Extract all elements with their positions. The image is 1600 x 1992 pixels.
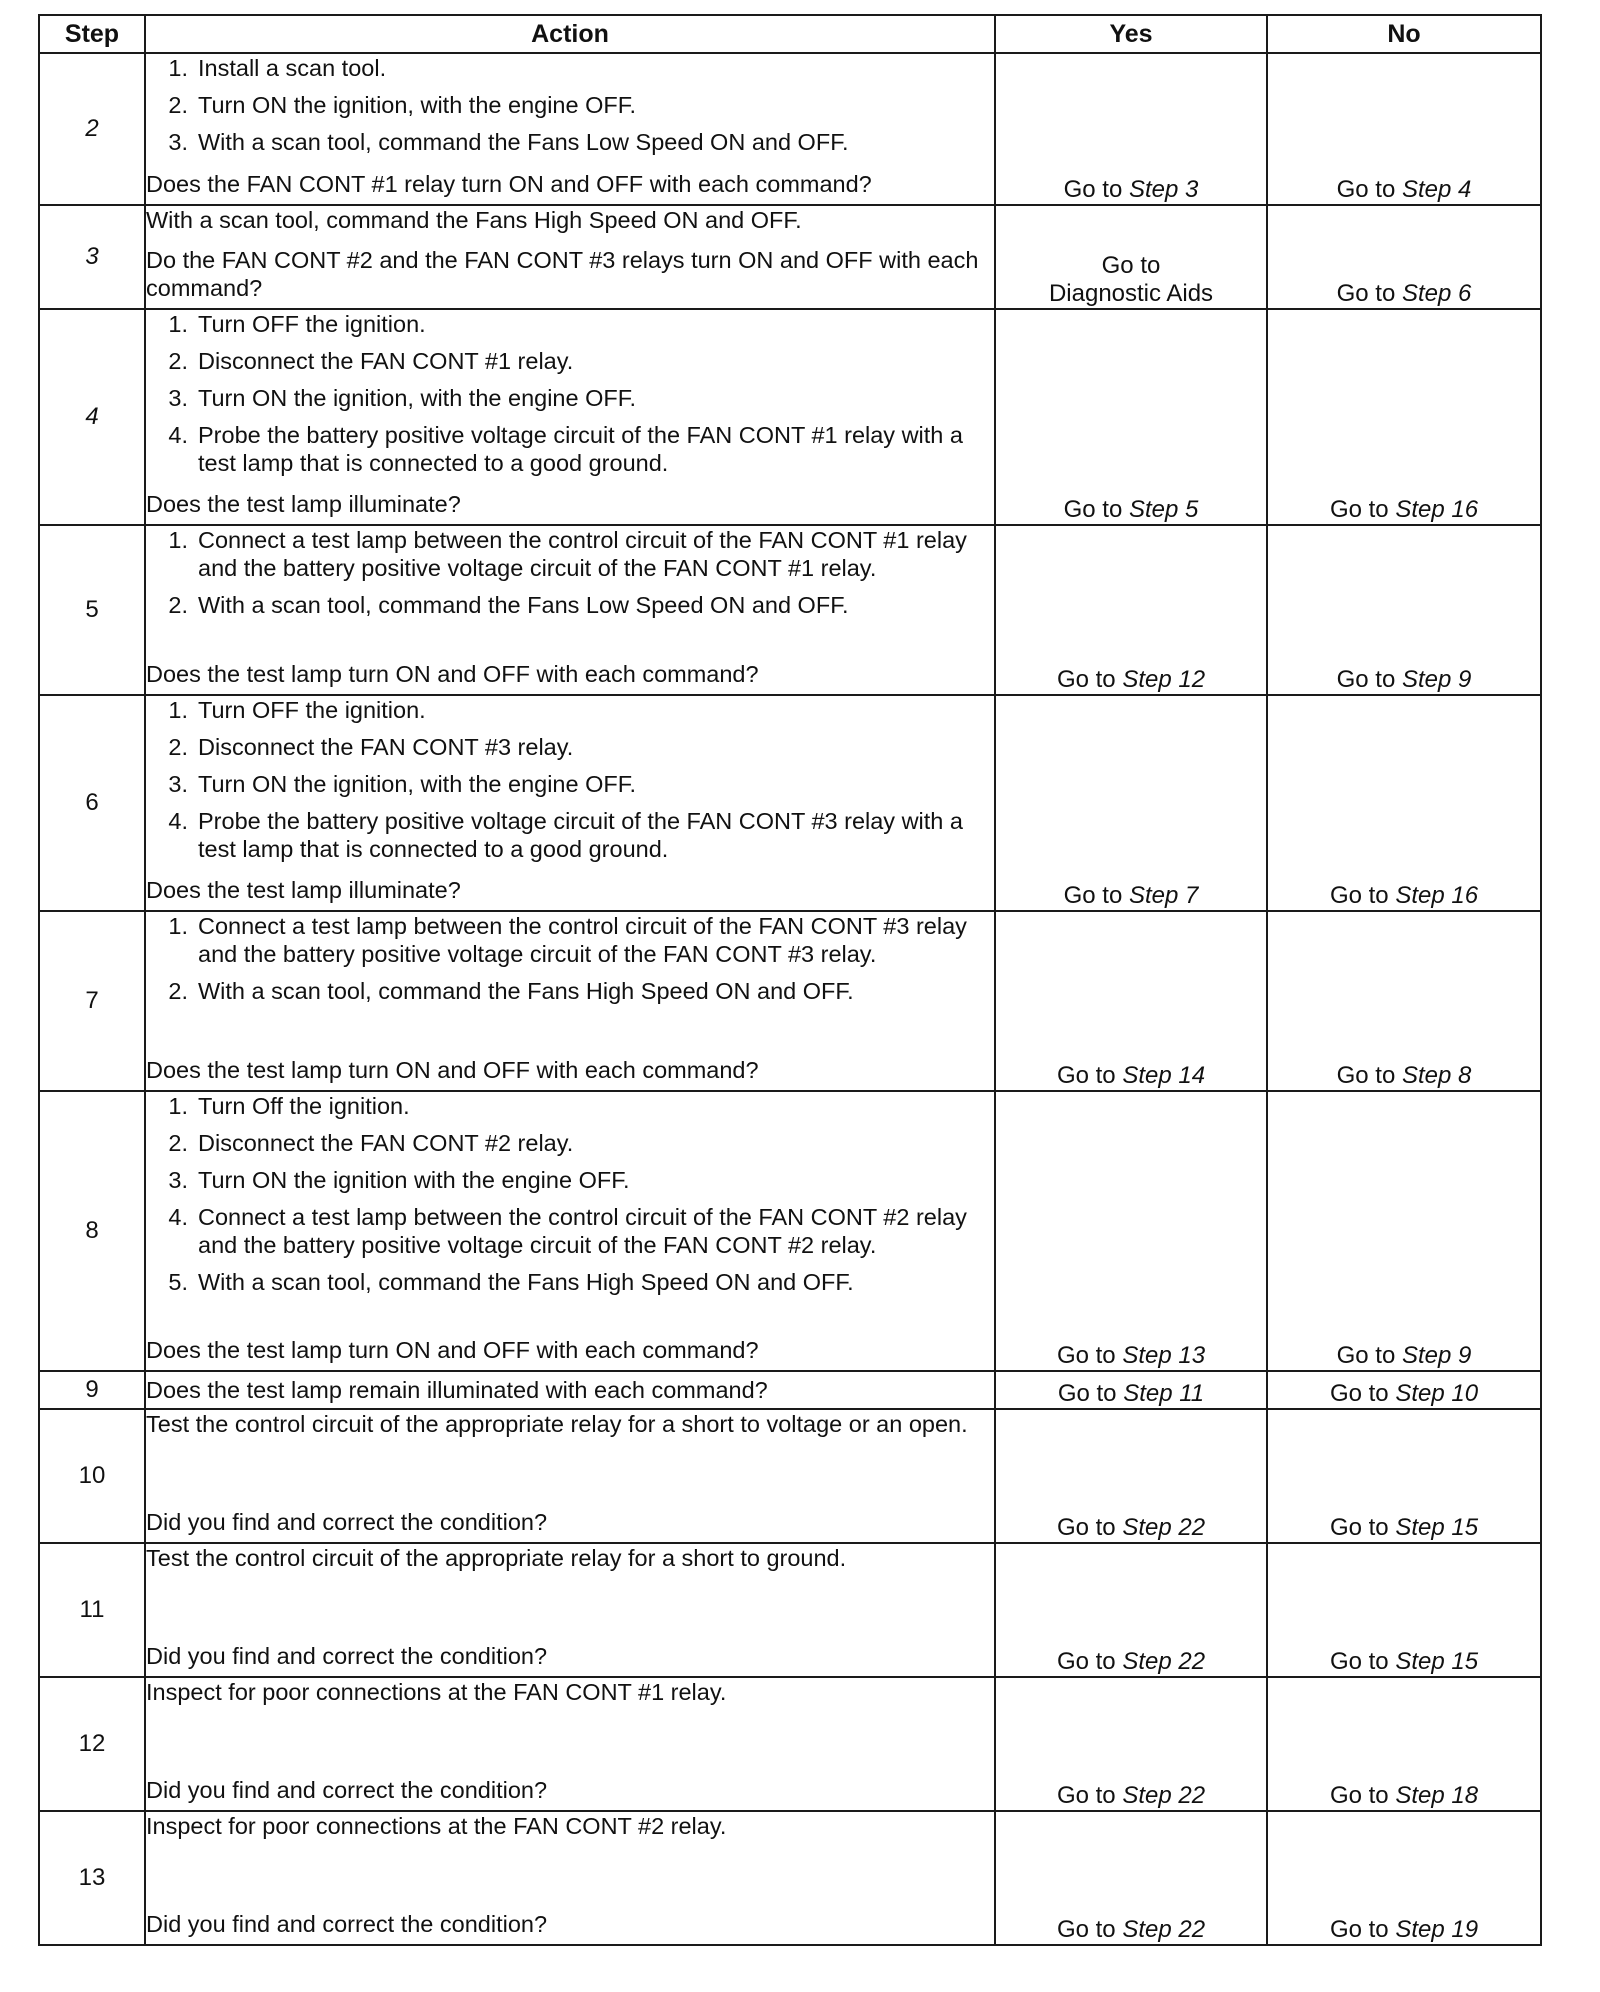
step-number: 9	[39, 1371, 145, 1409]
yes-goto-target: Step 22	[1122, 1916, 1206, 1943]
list-item-number: 4.	[168, 1204, 188, 1230]
action-list-item	[146, 1203, 994, 1259]
action-list-item	[146, 770, 994, 798]
action-question: Does the test lamp turn ON and OFF with each command?	[146, 1057, 759, 1083]
action-list-item	[146, 1268, 994, 1296]
yes-result	[995, 1543, 1267, 1677]
action-content	[146, 310, 994, 518]
no-result	[1267, 1543, 1541, 1677]
list-item-number: 1.	[168, 527, 188, 553]
header-no: No	[1267, 15, 1541, 53]
header-action: Action	[145, 15, 995, 53]
action-question: Did you find and correct the condition?	[146, 1643, 548, 1669]
action-list-item	[146, 591, 994, 619]
action-list-item	[146, 128, 994, 156]
action-question: Does the test lamp illuminate?	[146, 877, 461, 903]
action-cell	[145, 1677, 995, 1811]
table-row	[39, 1543, 1541, 1677]
action-list-item	[146, 977, 994, 1005]
list-item-text: With a scan tool, command the Fans Low Speed ON and OFF.	[198, 129, 849, 155]
action-list-item	[146, 733, 994, 761]
no-goto-prefix: Go to	[1329, 1782, 1389, 1809]
yes-goto-prefix: Go to	[1063, 176, 1123, 203]
yes-result	[995, 1371, 1267, 1409]
list-item-text: Disconnect the FAN CONT #1 relay.	[198, 348, 574, 374]
step-number: 3	[39, 205, 145, 309]
action-list-item	[146, 1166, 994, 1194]
action-instructions	[146, 54, 994, 165]
action-text: Inspect for poor connections at the FAN CONT #2 relay.	[146, 1813, 727, 1839]
no-goto-prefix: Go to	[1329, 496, 1389, 523]
action-cell	[145, 309, 995, 525]
yes-result	[995, 309, 1267, 525]
action-question: Does the test lamp remain illuminated with each command?	[146, 1377, 768, 1403]
list-item-text: With a scan tool, command the Fans High Speed ON and OFF.	[198, 1269, 854, 1295]
action-question: Did you find and correct the condition?	[146, 1911, 548, 1937]
list-item-text: Turn ON the ignition with the engine OFF.	[198, 1167, 630, 1193]
yes-result	[995, 205, 1267, 309]
action-instructions	[146, 526, 994, 628]
list-item-text: Connect a test lamp between the control circuit of the FAN CONT #1 relay and the battery positive voltage circuit of the FAN CONT #1 relay.	[198, 527, 967, 581]
action-cell	[145, 53, 995, 205]
yes-goto-target: Step 13	[1122, 1342, 1206, 1369]
action-content	[146, 1410, 994, 1536]
action-list-item	[146, 1092, 994, 1120]
list-item-number: 3.	[168, 129, 188, 155]
action-cell	[145, 1091, 995, 1371]
yes-result	[995, 53, 1267, 205]
action-question: Does the FAN CONT #1 relay turn ON and OFF with each command?	[146, 171, 872, 197]
yes-goto-target: Step 14	[1122, 1062, 1206, 1089]
yes-goto-prefix: Go to	[1056, 1062, 1116, 1089]
action-list-item	[146, 91, 994, 119]
no-goto-prefix: Go to	[1336, 176, 1396, 203]
action-cell	[145, 1409, 995, 1543]
yes-goto-prefix: Go to	[1063, 496, 1123, 523]
list-item-text: Install a scan tool.	[198, 55, 387, 81]
table-row	[39, 695, 1541, 911]
yes-goto-prefix: Go to	[1063, 882, 1123, 909]
no-result	[1267, 1677, 1541, 1811]
action-list-item	[146, 310, 994, 338]
action-question: Does the test lamp turn ON and OFF with each command?	[146, 661, 759, 687]
list-item-text: Turn OFF the ignition.	[198, 311, 426, 337]
no-goto-target: Step 9	[1401, 666, 1472, 693]
yes-goto-prefix: Go to	[1057, 1380, 1117, 1407]
no-result	[1267, 1091, 1541, 1371]
yes-goto-prefix: Go to	[1101, 252, 1161, 279]
yes-result	[995, 525, 1267, 695]
no-goto-prefix: Go to	[1329, 1380, 1389, 1407]
action-text: Inspect for poor connections at the FAN CONT #1 relay.	[146, 1679, 727, 1705]
action-content	[146, 526, 994, 688]
action-content	[146, 1092, 994, 1364]
table-row	[39, 911, 1541, 1091]
yes-goto-target: Step 7	[1128, 882, 1199, 909]
action-content	[146, 1372, 994, 1402]
yes-result	[995, 911, 1267, 1091]
no-goto-target: Step 10	[1395, 1380, 1479, 1407]
no-result	[1267, 695, 1541, 911]
no-goto-target: Step 19	[1395, 1916, 1479, 1943]
action-question: Does the test lamp turn ON and OFF with each command?	[146, 1337, 759, 1363]
step-number: 8	[39, 1091, 145, 1371]
list-item-text: Turn ON the ignition, with the engine OFF.	[198, 92, 637, 118]
yes-goto-prefix: Go to	[1056, 1782, 1116, 1809]
diagnostic-table	[38, 14, 1542, 1946]
list-item-number: 2.	[168, 734, 188, 760]
yes-result	[995, 1677, 1267, 1811]
yes-goto-prefix: Go to	[1056, 1648, 1116, 1675]
yes-result	[995, 1091, 1267, 1371]
yes-goto-prefix: Go to	[1056, 666, 1116, 693]
no-goto-prefix: Go to	[1329, 1648, 1389, 1675]
no-goto-target: Step 18	[1395, 1782, 1479, 1809]
no-result	[1267, 1811, 1541, 1945]
list-item-number: 3.	[168, 771, 188, 797]
action-question: Do the FAN CONT #2 and the FAN CONT #3 relays turn ON and OFF with each command?	[146, 247, 979, 301]
table-row	[39, 1371, 1541, 1409]
yes-goto-target: Step 22	[1122, 1514, 1206, 1541]
action-list-item	[146, 526, 994, 582]
table-row	[39, 53, 1541, 205]
step-number: 6	[39, 695, 145, 911]
table-body	[39, 53, 1541, 1945]
list-item-number: 3.	[168, 1167, 188, 1193]
table-header	[39, 15, 1541, 53]
header-step: Step	[39, 15, 145, 53]
table-row	[39, 1811, 1541, 1945]
action-text: Test the control circuit of the appropriate relay for a short to ground.	[146, 1545, 847, 1571]
yes-goto-prefix: Go to	[1056, 1342, 1116, 1369]
list-item-text: Turn OFF the ignition.	[198, 697, 426, 723]
list-item-number: 2.	[168, 348, 188, 374]
list-item-number: 1.	[168, 55, 188, 81]
no-result	[1267, 525, 1541, 695]
list-item-text: Turn ON the ignition, with the engine OFF.	[198, 385, 637, 411]
list-item-text: Probe the battery positive voltage circuit of the FAN CONT #1 relay with a test lamp that is connected to a good ground.	[198, 422, 963, 476]
list-item-number: 2.	[168, 978, 188, 1004]
list-item-number: 4.	[168, 422, 188, 448]
no-goto-prefix: Go to	[1336, 280, 1396, 307]
action-question: Does the test lamp illuminate?	[146, 491, 461, 517]
action-content	[146, 54, 994, 198]
action-instructions	[146, 310, 994, 486]
action-instructions	[146, 1678, 994, 1712]
action-cell	[145, 1371, 995, 1409]
yes-goto-prefix: Go to	[1056, 1514, 1116, 1541]
action-cell	[145, 1811, 995, 1945]
list-item-text: Turn Off the ignition.	[198, 1093, 410, 1119]
list-item-text: Disconnect the FAN CONT #2 relay.	[198, 1130, 574, 1156]
list-item-number: 2.	[168, 92, 188, 118]
yes-goto-target: Diagnostic Aids	[1048, 280, 1214, 307]
no-goto-target: Step 16	[1395, 882, 1479, 909]
list-item-text: Connect a test lamp between the control circuit of the FAN CONT #3 relay and the battery positive voltage circuit of the FAN CONT #3 relay.	[198, 913, 967, 967]
action-list-item	[146, 1129, 994, 1157]
no-result	[1267, 1371, 1541, 1409]
step-number: 5	[39, 525, 145, 695]
action-list-item	[146, 696, 994, 724]
action-instructions	[146, 696, 994, 872]
header-yes: Yes	[995, 15, 1267, 53]
step-number: 2	[39, 53, 145, 205]
list-item-text: Connect a test lamp between the control circuit of the FAN CONT #2 relay and the battery positive voltage circuit of the FAN CONT #2 relay.	[198, 1204, 967, 1258]
no-goto-target: Step 9	[1401, 1342, 1472, 1369]
yes-goto-target: Step 12	[1122, 666, 1206, 693]
table-row	[39, 525, 1541, 695]
list-item-text: Turn ON the ignition, with the engine OFF.	[198, 771, 637, 797]
step-number: 13	[39, 1811, 145, 1945]
no-goto-target: Step 15	[1395, 1648, 1479, 1675]
no-goto-prefix: Go to	[1329, 1514, 1389, 1541]
action-cell	[145, 1543, 995, 1677]
list-item-number: 1.	[168, 697, 188, 723]
table-row	[39, 205, 1541, 309]
yes-goto-target: Step 3	[1128, 176, 1199, 203]
list-item-number: 4.	[168, 808, 188, 834]
header-row	[39, 15, 1541, 53]
list-item-number: 1.	[168, 311, 188, 337]
action-instructions	[146, 1410, 994, 1444]
action-list-item	[146, 807, 994, 863]
action-question: Did you find and correct the condition?	[146, 1509, 548, 1535]
list-item-number: 3.	[168, 385, 188, 411]
list-item-number: 5.	[168, 1269, 188, 1295]
action-content	[146, 1812, 994, 1938]
no-goto-prefix: Go to	[1329, 882, 1389, 909]
action-cell	[145, 205, 995, 309]
no-goto-prefix: Go to	[1329, 1916, 1389, 1943]
yes-goto-target: Step 5	[1128, 496, 1199, 523]
action-list-item	[146, 347, 994, 375]
no-goto-target: Step 4	[1401, 176, 1472, 203]
action-instructions	[146, 1812, 994, 1846]
action-content	[146, 912, 994, 1084]
action-instructions	[146, 206, 994, 240]
list-item-text: With a scan tool, command the Fans Low Speed ON and OFF.	[198, 592, 849, 618]
action-list-item	[146, 54, 994, 82]
list-item-text: Probe the battery positive voltage circuit of the FAN CONT #3 relay with a test lamp that is connected to a good ground.	[198, 808, 963, 862]
no-goto-target: Step 6	[1401, 280, 1472, 307]
no-goto-target: Step 15	[1395, 1514, 1479, 1541]
list-item-number: 1.	[168, 913, 188, 939]
yes-goto-prefix: Go to	[1056, 1916, 1116, 1943]
yes-goto-target: Step 22	[1122, 1648, 1206, 1675]
action-content	[146, 206, 994, 302]
no-goto-prefix: Go to	[1336, 1062, 1396, 1089]
yes-goto-target: Step 11	[1123, 1380, 1205, 1407]
action-instructions	[146, 1092, 994, 1305]
no-goto-target: Step 8	[1401, 1062, 1472, 1089]
no-result	[1267, 309, 1541, 525]
action-content	[146, 696, 994, 904]
no-result	[1267, 911, 1541, 1091]
yes-result	[995, 695, 1267, 911]
action-instructions	[146, 1544, 994, 1578]
action-content	[146, 1678, 994, 1804]
action-cell	[145, 911, 995, 1091]
step-number: 4	[39, 309, 145, 525]
action-cell	[145, 695, 995, 911]
action-question: Did you find and correct the condition?	[146, 1777, 548, 1803]
list-item-number: 2.	[168, 1130, 188, 1156]
list-item-text: Disconnect the FAN CONT #3 relay.	[198, 734, 574, 760]
table-row	[39, 1677, 1541, 1811]
no-result	[1267, 1409, 1541, 1543]
no-result	[1267, 205, 1541, 309]
no-goto-target: Step 16	[1395, 496, 1479, 523]
yes-goto-target: Step 22	[1122, 1782, 1206, 1809]
step-number: 12	[39, 1677, 145, 1811]
action-text: With a scan tool, command the Fans High Speed ON and OFF.	[146, 207, 802, 233]
no-goto-prefix: Go to	[1336, 666, 1396, 693]
list-item-number: 2.	[168, 592, 188, 618]
list-item-text: With a scan tool, command the Fans High Speed ON and OFF.	[198, 978, 854, 1004]
action-list-item	[146, 421, 994, 477]
table-row	[39, 1091, 1541, 1371]
table-row	[39, 309, 1541, 525]
step-number: 10	[39, 1409, 145, 1543]
yes-result	[995, 1811, 1267, 1945]
yes-result	[995, 1409, 1267, 1543]
step-number: 7	[39, 911, 145, 1091]
no-goto-prefix: Go to	[1336, 1342, 1396, 1369]
action-list-item	[146, 912, 994, 968]
list-item-number: 1.	[168, 1093, 188, 1119]
step-number: 11	[39, 1543, 145, 1677]
action-list-item	[146, 384, 994, 412]
action-cell	[145, 525, 995, 695]
action-instructions	[146, 912, 994, 1014]
action-text: Test the control circuit of the appropriate relay for a short to voltage or an open.	[146, 1411, 968, 1437]
no-result	[1267, 53, 1541, 205]
action-content	[146, 1544, 994, 1670]
table-row	[39, 1409, 1541, 1543]
